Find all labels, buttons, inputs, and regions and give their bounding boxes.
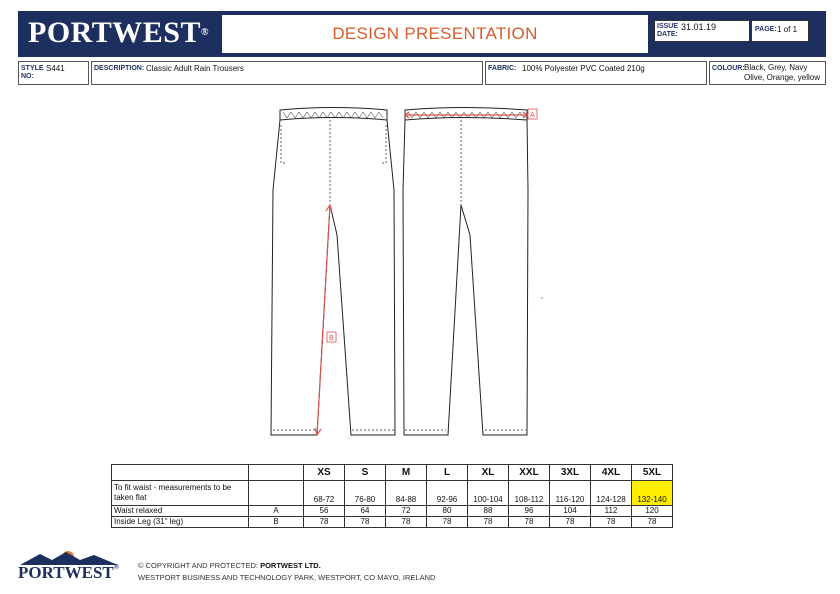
size-header: 3XL [550,465,591,481]
table-cell: 100-104 [468,481,509,506]
table-cell: 78 [591,517,632,528]
marker-b-label: B [329,335,334,342]
waist-relaxed-label: Waist relaxed [112,506,249,517]
table-cell: 68-72 [304,481,345,506]
fit-waist-row [112,481,673,506]
table-cell: 76-80 [345,481,386,506]
table-cell: 108-112 [509,481,550,506]
table-cell: 78 [345,517,386,528]
trousers-technical-drawing [255,95,555,455]
ref-header-cell [249,465,304,481]
table-cell: 84-88 [386,481,427,506]
fabric-value: 100% Polyester PVC Coated 210g [522,64,645,73]
colour-label: COLOUR: [712,65,745,72]
size-header: XXL [509,465,550,481]
description-cell [91,61,483,85]
size-header: S [345,465,386,481]
footer-address: WESTPORT BUSINESS AND TECHNOLOGY PARK, WESTPORT, CO MAYO, IRELAND [138,573,436,582]
size-header: L [427,465,468,481]
colour-value: Black, Grey, Navy Olive, Orange, yellow [744,63,821,82]
brand-logo: PORTWEST® [28,16,209,49]
table-cell: 96 [509,506,550,517]
table-cell: 78 [550,517,591,528]
table-cell: 78 [468,517,509,528]
stray-dot [541,297,542,298]
style-no-label: STYLE NO: [21,65,44,80]
size-header-row [112,465,673,481]
table-cell: 78 [509,517,550,528]
table-cell: 92-96 [427,481,468,506]
description-value: Classic Adult Rain Trousers [146,64,244,73]
size-spec-table [111,464,673,528]
table-cell: 78 [427,517,468,528]
size-header: XS [304,465,345,481]
description-label: DESCRIPTION: [94,65,145,72]
size-header: XL [468,465,509,481]
page-title: DESIGN PRESENTATION [332,24,538,43]
footer-brand: PORTWEST® [18,563,119,582]
table-cell: 112 [591,506,632,517]
table-cell: 88 [468,506,509,517]
leg-arrow-bottom [315,428,321,435]
table-cell: 64 [345,506,386,517]
issue-date-label: ISSUE DATE: [657,23,679,38]
table-cell: 116-120 [550,481,591,506]
blank-header-cell [112,465,249,481]
footer-copyright: © COPYRIGHT AND PROTECTED: PORTWEST LTD. [138,561,321,570]
marker-a-label: A [530,112,535,119]
colour-cell [709,61,826,85]
table-cell: 78 [386,517,427,528]
table-cell-highlighted: 132-140 [632,481,673,506]
page-value: 1 of 1 [777,25,798,34]
table-cell: 78 [304,517,345,528]
table-cell: 80 [427,506,468,517]
inside-leg-row [112,517,673,528]
style-no-value: S441 [46,64,65,73]
table-cell: 78 [632,517,673,528]
leg-arrow-top [326,205,332,212]
page-label: PAGE: [755,26,777,33]
size-header: M [386,465,427,481]
measurement-lines [315,109,537,435]
leg-measure-line [317,205,330,435]
waist-relaxed-row [112,506,673,517]
back-view [403,108,528,436]
table-cell: 124-128 [591,481,632,506]
size-header: 5XL [632,465,673,481]
fabric-label: FABRIC: [488,65,517,72]
issue-date-value: 31.01.19 [681,22,717,32]
fabric-cell [485,61,707,85]
front-view [271,108,395,436]
waist-ref: A [249,506,304,517]
size-header: 4XL [591,465,632,481]
fit-waist-label: To fit waist - measurements to be taken flat [112,481,249,506]
table-cell: 120 [632,506,673,517]
inside-leg-label: Inside Leg (31" leg) [112,517,249,528]
style-no-cell [18,61,89,85]
fit-ref-cell [249,481,304,506]
table-cell: 72 [386,506,427,517]
table-cell: 104 [550,506,591,517]
table-cell: 56 [304,506,345,517]
leg-ref: B [249,517,304,528]
